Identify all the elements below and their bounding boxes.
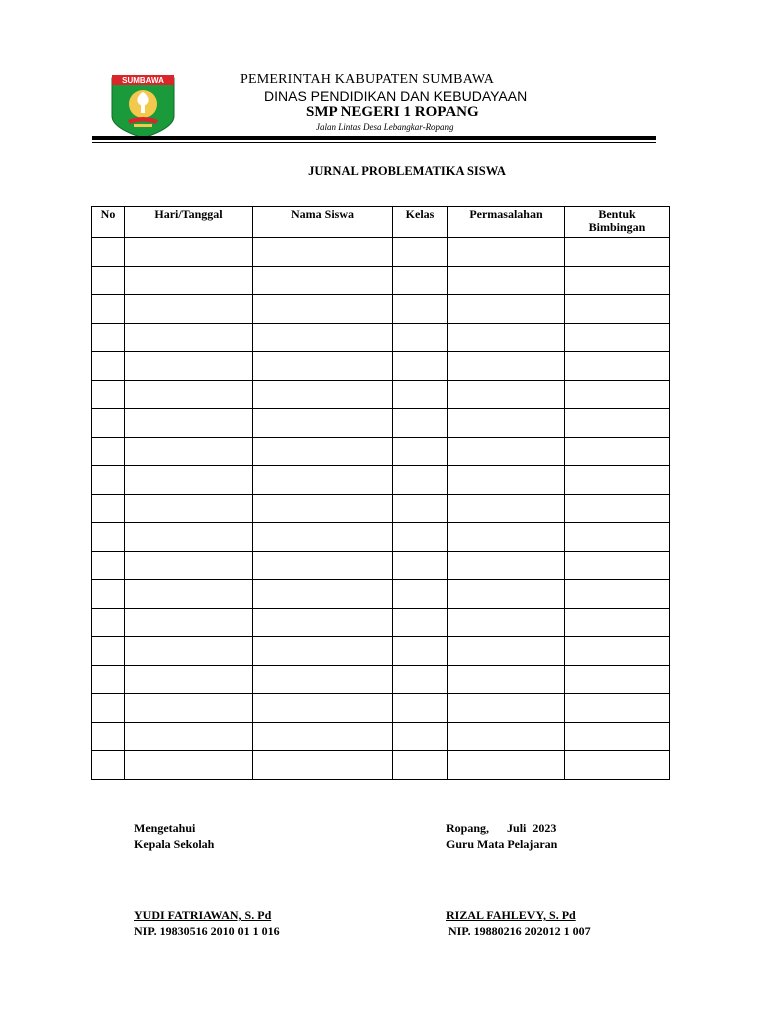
table-cell <box>393 238 448 267</box>
table-cell <box>565 580 670 609</box>
table-cell <box>393 352 448 381</box>
table-cell <box>125 580 253 609</box>
table-cell <box>125 523 253 552</box>
table-cell <box>448 722 565 751</box>
table-cell <box>448 266 565 295</box>
letterhead-divider-thin <box>92 142 656 143</box>
table-cell <box>92 380 125 409</box>
sig-left-label2: Kepala Sekolah <box>134 837 215 851</box>
col-header-student-name: Nama Siswa <box>253 207 393 238</box>
table-cell <box>92 466 125 495</box>
table-row <box>92 409 670 438</box>
table-cell <box>92 551 125 580</box>
table-cell <box>565 694 670 723</box>
table-cell <box>125 722 253 751</box>
journal-table <box>91 206 670 780</box>
table-cell <box>125 323 253 352</box>
table-row <box>92 580 670 609</box>
table-cell <box>565 380 670 409</box>
table-cell <box>253 437 393 466</box>
table-cell <box>448 352 565 381</box>
table-cell <box>92 409 125 438</box>
table-row <box>92 637 670 666</box>
table-cell <box>565 722 670 751</box>
table-cell <box>393 637 448 666</box>
table-cell <box>253 551 393 580</box>
table-cell <box>92 694 125 723</box>
letterhead-divider-thick <box>92 136 656 140</box>
table-row <box>92 494 670 523</box>
table-row <box>92 665 670 694</box>
table-cell <box>92 665 125 694</box>
table-cell <box>565 409 670 438</box>
table-cell <box>92 608 125 637</box>
table-cell <box>125 380 253 409</box>
table-cell <box>565 608 670 637</box>
table-cell <box>253 295 393 324</box>
sig-right-nip: NIP. 19880216 202012 1 007 <box>448 924 591 938</box>
table-header-row <box>92 207 670 238</box>
table-cell <box>393 608 448 637</box>
sig-right-name: RIZAL FAHLEVY, S. Pd <box>446 908 576 922</box>
table-row <box>92 523 670 552</box>
table-cell <box>448 494 565 523</box>
table-cell <box>448 751 565 780</box>
sig-right-label2: Guru Mata Pelajaran <box>446 837 558 851</box>
table-cell <box>92 722 125 751</box>
table-cell <box>253 466 393 495</box>
table-cell <box>92 580 125 609</box>
table-cell <box>393 437 448 466</box>
table-cell <box>253 380 393 409</box>
table-cell <box>253 266 393 295</box>
table-row <box>92 551 670 580</box>
table-cell <box>92 751 125 780</box>
table-cell <box>125 238 253 267</box>
table-cell <box>253 722 393 751</box>
table-cell <box>125 608 253 637</box>
table-cell <box>125 352 253 381</box>
table-cell <box>565 323 670 352</box>
table-cell <box>92 437 125 466</box>
table-cell <box>565 295 670 324</box>
table-cell <box>448 409 565 438</box>
table-cell <box>448 551 565 580</box>
table-row <box>92 352 670 381</box>
table-cell <box>125 637 253 666</box>
table-row <box>92 380 670 409</box>
table-cell <box>125 665 253 694</box>
table-cell <box>253 637 393 666</box>
table-row <box>92 238 670 267</box>
table-cell <box>253 323 393 352</box>
table-row <box>92 608 670 637</box>
table-cell <box>393 409 448 438</box>
table-cell <box>253 238 393 267</box>
table-cell <box>125 494 253 523</box>
table-cell <box>448 238 565 267</box>
table-cell <box>393 380 448 409</box>
table-cell <box>393 665 448 694</box>
table-cell <box>253 608 393 637</box>
table-cell <box>92 238 125 267</box>
table-cell <box>393 722 448 751</box>
table-cell <box>393 551 448 580</box>
table-cell <box>448 437 565 466</box>
table-cell <box>393 523 448 552</box>
table-cell <box>565 637 670 666</box>
table-cell <box>448 380 565 409</box>
table-cell <box>92 266 125 295</box>
table-cell <box>92 323 125 352</box>
table-cell <box>92 295 125 324</box>
table-cell <box>448 523 565 552</box>
table-cell <box>448 665 565 694</box>
table-cell <box>448 323 565 352</box>
table-cell <box>448 694 565 723</box>
svg-text:SUMBAWA: SUMBAWA <box>122 76 164 85</box>
sig-left-name: YUDI FATRIAWAN, S. Pd <box>134 908 272 922</box>
table-row <box>92 266 670 295</box>
table-cell <box>448 608 565 637</box>
table-row <box>92 466 670 495</box>
table-cell <box>125 751 253 780</box>
table-cell <box>448 580 565 609</box>
table-cell <box>125 295 253 324</box>
table-cell <box>565 751 670 780</box>
table-cell <box>253 665 393 694</box>
col-header-problem: Permasalahan <box>448 207 565 238</box>
table-cell <box>92 637 125 666</box>
sig-right-place-date: Ropang, Juli 2023 <box>446 821 557 835</box>
table-cell <box>393 323 448 352</box>
letterhead-line-government: PEMERINTAH KABUPATEN SUMBAWA <box>240 72 495 87</box>
table-row <box>92 323 670 352</box>
table-row <box>92 295 670 324</box>
table-cell <box>393 266 448 295</box>
table-cell <box>565 494 670 523</box>
table-cell <box>92 352 125 381</box>
table-cell <box>125 437 253 466</box>
letterhead-line-address: Jalan Lintas Desa Lebangkar-Ropang <box>316 122 454 132</box>
table-cell <box>565 437 670 466</box>
document-title: JURNAL PROBLEMATIKA SISWA <box>308 164 506 178</box>
table-cell <box>565 523 670 552</box>
table-cell <box>565 551 670 580</box>
letterhead-line-department: DINAS PENDIDIKAN DAN KEBUDAYAAN <box>264 88 528 104</box>
table-cell <box>92 523 125 552</box>
table-cell <box>393 295 448 324</box>
table-row <box>92 751 670 780</box>
table-cell <box>253 523 393 552</box>
table-cell <box>448 466 565 495</box>
col-header-no: No <box>92 207 125 238</box>
table-cell <box>253 580 393 609</box>
table-cell <box>253 494 393 523</box>
table-cell <box>565 466 670 495</box>
col-header-date: Hari/Tanggal <box>125 207 253 238</box>
table-cell <box>393 694 448 723</box>
col-header-guidance <box>565 207 670 238</box>
table-cell <box>253 751 393 780</box>
table-cell <box>253 352 393 381</box>
table-row <box>92 437 670 466</box>
table-cell <box>393 466 448 495</box>
table-cell <box>448 637 565 666</box>
table-row <box>92 694 670 723</box>
sumbawa-logo <box>108 72 178 140</box>
col-header-guidance-text: Bentuk Bimbingan <box>588 207 646 234</box>
table-cell <box>253 694 393 723</box>
table-body <box>92 238 670 780</box>
table-cell <box>393 580 448 609</box>
table-cell <box>125 266 253 295</box>
sig-left-nip: NIP. 19830516 2010 01 1 016 <box>134 924 280 938</box>
table-cell <box>125 694 253 723</box>
table-cell <box>125 466 253 495</box>
sig-left-label1: Mengetahui <box>134 821 196 835</box>
table-cell <box>448 295 565 324</box>
table-cell <box>565 665 670 694</box>
table-cell <box>125 551 253 580</box>
table-cell <box>393 751 448 780</box>
table-cell <box>565 352 670 381</box>
table-cell <box>253 409 393 438</box>
table-row <box>92 722 670 751</box>
table-cell <box>393 494 448 523</box>
col-header-class: Kelas <box>393 207 448 238</box>
table-cell <box>565 266 670 295</box>
table-cell <box>125 409 253 438</box>
table-cell <box>92 494 125 523</box>
letterhead-line-school: SMP NEGERI 1 ROPANG <box>306 104 479 120</box>
table-cell <box>565 238 670 267</box>
